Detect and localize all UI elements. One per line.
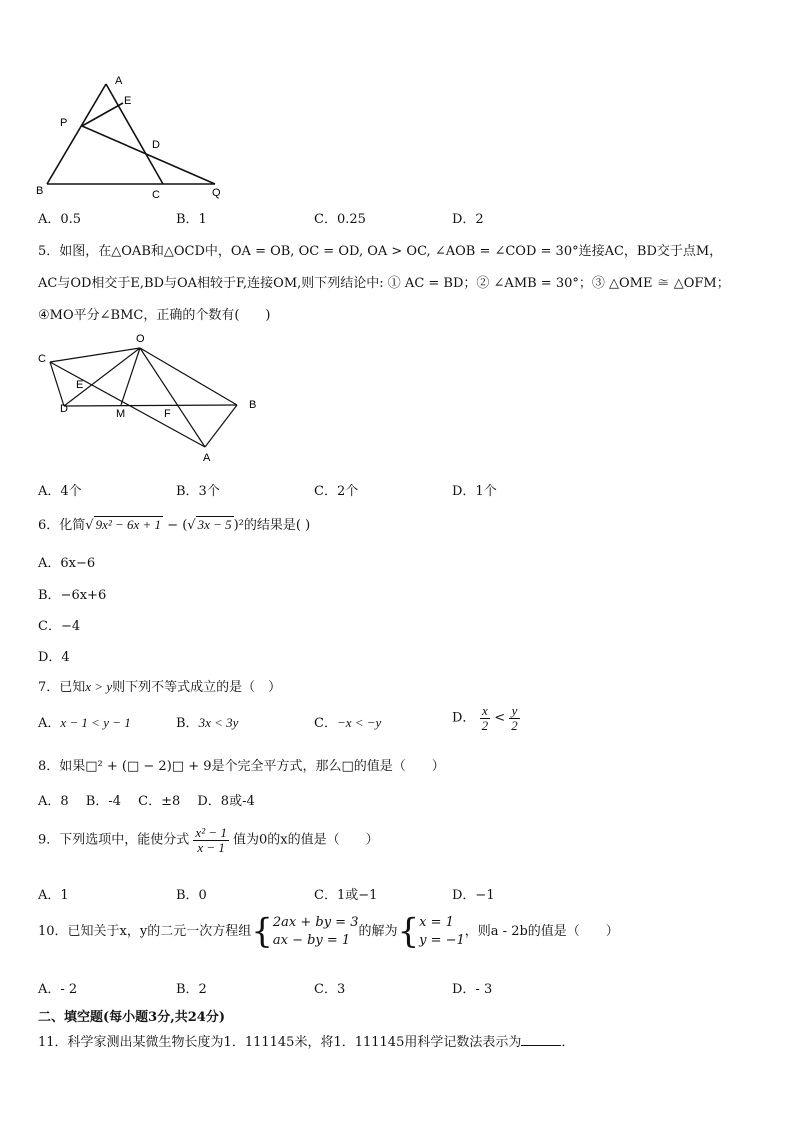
q9-option-c[interactable]: C．1或−1: [314, 888, 378, 903]
label-B: B: [36, 185, 44, 197]
q7-option-d-frac-2: [509, 704, 520, 732]
q9-prefix: 9．下列选项中，能使分式: [38, 832, 190, 848]
q10-sol-1: x = 1: [419, 915, 454, 930]
q11-end: ．: [561, 1035, 575, 1050]
q10-brace-1: {: [251, 911, 273, 952]
q10-eq-2: ax − by = 1: [272, 932, 351, 948]
q5-label-F: F: [164, 408, 171, 420]
q7-option-c-label: C．: [314, 716, 337, 731]
q6-radicand-2: 3x − 5: [197, 517, 232, 532]
q6-sqrt-sign: √: [85, 518, 94, 533]
q6-option-b[interactable]: B．−6x+6: [38, 588, 107, 603]
q9-option-b[interactable]: B．0: [176, 888, 207, 903]
q6-option-d[interactable]: D．4: [38, 650, 70, 665]
q6-minus: − (: [163, 518, 188, 533]
q10-mid: 的解为: [358, 924, 398, 940]
q5-line-2: AC与OD相交于E,BD与OA相较于F,连接OM,则下列结论中: ① AC = BD；② ∠AMB = 30°；③ △OME ≅ △OFM；: [38, 276, 730, 291]
q7-option-b-expr: 3x < 3y: [198, 715, 239, 730]
q7-d-num-2: y: [509, 704, 520, 719]
q4-option-b[interactable]: B．1: [176, 212, 207, 227]
q6-option-c[interactable]: C．−4: [38, 619, 81, 634]
q10-option-a[interactable]: A．- 2: [38, 982, 78, 997]
q10-solution: [419, 914, 465, 949]
label-D: D: [152, 139, 160, 151]
q5-option-a[interactable]: A．4个: [38, 484, 82, 499]
q5-label-B: B: [249, 399, 257, 411]
q5-option-b[interactable]: B．3个: [176, 484, 220, 499]
label-A: A: [115, 75, 123, 87]
q7-suffix: 则下列不等式成立的是（ ）: [112, 680, 282, 695]
q7-d-den-2: 2: [511, 717, 518, 733]
q10-prefix: 10．已知关于x，y的二元一次方程组: [38, 924, 252, 940]
q6-radicand-1: 9x² − 6x + 1: [95, 517, 162, 532]
q6-option-a[interactable]: A．6x−6: [38, 556, 96, 571]
q7-option-a-expr: x − 1 < y − 1: [60, 715, 131, 730]
q10-stem: [38, 911, 619, 952]
label-Q: Q: [212, 187, 221, 199]
q4-triangle-figure: [30, 70, 230, 200]
q7-d-num-1: x: [480, 704, 491, 719]
q10-option-d[interactable]: D．- 3: [452, 982, 493, 997]
q7-option-a-label: A．: [38, 716, 61, 731]
q5-label-M: M: [116, 408, 126, 420]
q9-denominator: x − 1: [197, 839, 225, 855]
q7-d-den-1: 2: [481, 717, 489, 733]
q9-option-d[interactable]: D．−1: [452, 888, 495, 903]
section-2-title: 二、填空题(每小题3分,共24分): [38, 1010, 225, 1025]
q11-answer-blank[interactable]: [521, 1045, 561, 1046]
label-C: C: [152, 189, 160, 200]
q7-prefix: 7．已知: [38, 680, 86, 695]
q11-stem: [38, 1031, 574, 1050]
label-P: P: [60, 117, 68, 129]
q7-stem: [38, 676, 281, 695]
q7-option-d-frac-1: [480, 704, 491, 732]
q10-system: [273, 914, 359, 949]
q4-option-d[interactable]: D．2: [452, 212, 484, 227]
q10-eq-1: 2ax + by = 3: [272, 915, 359, 930]
q7-option-b-label: B．: [176, 716, 199, 731]
q10-brace-2: {: [397, 911, 420, 952]
q9-option-a[interactable]: A．1: [38, 888, 69, 903]
q6-suffix: )²的结果是( ): [233, 518, 311, 533]
q10-sol-2: y = −1: [419, 932, 465, 948]
q7-option-b[interactable]: [176, 712, 238, 731]
q10-option-c[interactable]: C．3: [314, 982, 346, 997]
q4-option-c[interactable]: C．0.25: [314, 212, 366, 227]
q8-stem: 8．如果□² + (□ − 2)□ + 9是个完全平方式，那么□的值是（ ）: [38, 759, 445, 774]
q6-sqrt-sign-2: √: [187, 518, 196, 533]
q7-option-d[interactable]: [452, 704, 520, 732]
q5-label-A: A: [203, 452, 211, 464]
q9-fraction: [193, 826, 228, 854]
q5-line-1: 5．如图，在△OAB和△OCD中，OA = OB, OC = OD, OA > OC, ∠AOB = ∠COD = 30°连接AC，BD交于点M，: [38, 244, 723, 259]
q5-figure: [30, 330, 270, 465]
q7-option-d-op: <: [494, 710, 506, 726]
q9-numerator: x² − 1: [195, 825, 227, 840]
q7-condition: x > y: [85, 679, 113, 694]
q7-option-a[interactable]: [38, 712, 131, 731]
q5-label-D: D: [60, 403, 68, 415]
q9-suffix: 值为0的x的值是（ ）: [233, 832, 379, 848]
label-E: E: [124, 95, 132, 107]
q10-option-b[interactable]: B．2: [176, 982, 207, 997]
q6-stem: [38, 514, 310, 533]
q11-text: 11．科学家测出某微生物长度为1．111145米，将1．111145用科学记数法表示为: [38, 1035, 522, 1050]
q7-option-c[interactable]: [314, 712, 381, 731]
q6-prefix: 6．化简: [38, 518, 86, 533]
q10-suffix: ，则a - 2b的值是（ ）: [464, 924, 619, 940]
q4-option-a[interactable]: A．0.5: [38, 212, 82, 227]
q5-option-c[interactable]: C．2个: [314, 484, 359, 499]
q7-option-c-expr: −x < −y: [336, 715, 382, 730]
q5-line-3: ④MO平分∠BMC，正确的个数有( ): [38, 308, 271, 323]
q5-option-d[interactable]: D．1个: [452, 484, 497, 499]
q9-stem: [38, 826, 379, 854]
q7-option-d-label: D．: [452, 710, 476, 726]
q5-label-E: E: [76, 379, 84, 391]
q8-options[interactable]: A．8 B．-4 C．±8 D．8或-4: [38, 794, 255, 809]
q5-label-O: O: [136, 333, 145, 345]
q5-label-C: C: [38, 353, 46, 365]
